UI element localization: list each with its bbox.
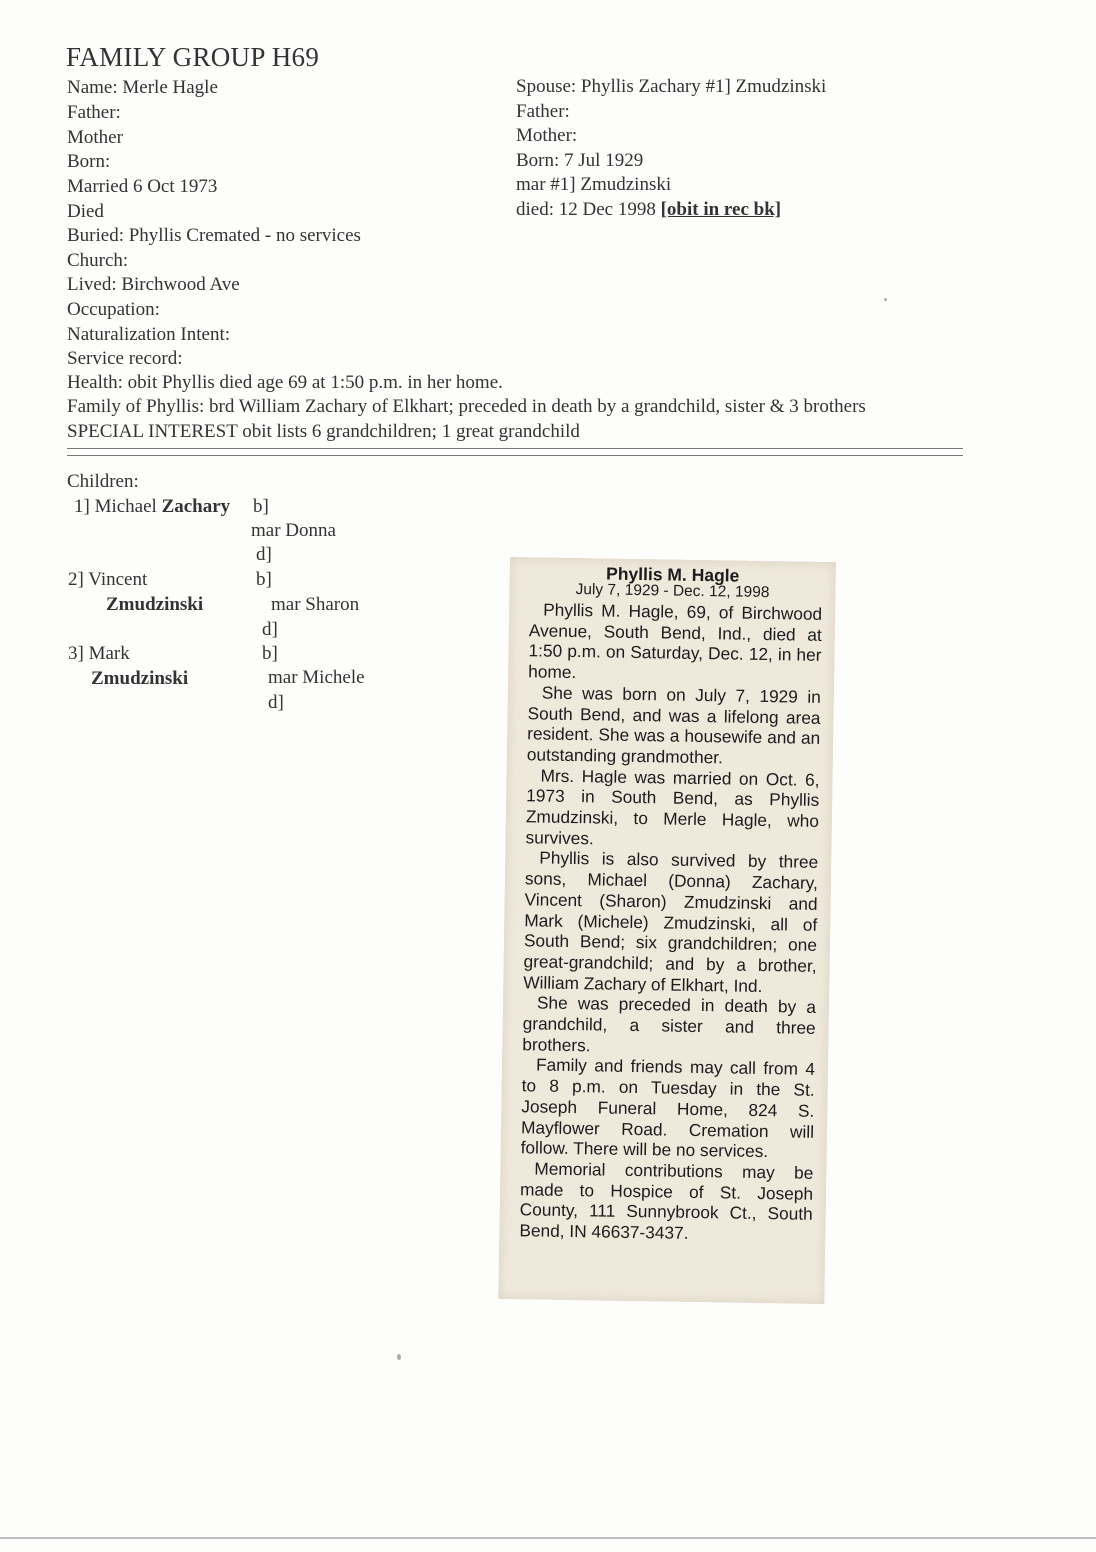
health-field: Health: obit Phyllis died age 69 at 1:50 p.m. in her home. bbox=[67, 372, 503, 393]
child-2-died: d] bbox=[262, 619, 278, 640]
child-3-married: mar Michele bbox=[268, 667, 365, 688]
spouse-mother-field: Mother: bbox=[516, 125, 578, 146]
lived-field: Lived: Birchwood Ave bbox=[67, 274, 240, 295]
children-label: Children: bbox=[67, 471, 139, 492]
spouse-field: Spouse: Phyllis Zachary #1] Zmudzinski bbox=[516, 76, 827, 97]
service-record-field: Service record: bbox=[67, 348, 183, 369]
page-edge bbox=[0, 1537, 1096, 1539]
obituary-paragraph: Phyllis M. Hagle, 69, of Birchwood Avenue, South Bend, Ind., died at 1:50 p.m. on Saturday, Dec. 12, in her home. bbox=[528, 599, 823, 683]
child-1-born: b] bbox=[253, 496, 269, 517]
occupation-field: Occupation: bbox=[67, 299, 160, 320]
spouse-born-field: Born: 7 Jul 1929 bbox=[516, 150, 644, 171]
obituary-paragraph: She was preceded in death by a grandchild, a sister and three brothers. bbox=[522, 992, 817, 1056]
family-of-field: Family of Phyllis: brd William Zachary of Elkhart; preceded in death by a grandchild, sister & 3 brothers bbox=[67, 396, 866, 417]
child-3-name: 3] Mark bbox=[68, 643, 130, 664]
scan-speck bbox=[397, 1354, 401, 1360]
page-title: FAMILY GROUP H69 bbox=[66, 42, 320, 72]
obituary-paragraph: Mrs. Hagle was married on Oct. 6, 1973 in South Bend, as Phyllis Zmudzinski, to Merle Hagle, who survives. bbox=[525, 765, 820, 849]
child-2-born: b] bbox=[256, 569, 272, 590]
child-3-born: b] bbox=[262, 643, 278, 664]
child-1-name: 1] Michael Zachary bbox=[74, 496, 231, 517]
spouse-father-field: Father: bbox=[516, 101, 570, 122]
died-field: Died bbox=[67, 201, 104, 222]
section-divider bbox=[67, 448, 963, 456]
name-field: Name: Merle Hagle bbox=[67, 77, 218, 98]
scan-speck bbox=[884, 298, 887, 301]
buried-field: Buried: Phyllis Cremated - no services bbox=[67, 225, 361, 246]
spouse-died-field bbox=[516, 199, 781, 221]
mother-field: Mother bbox=[67, 127, 123, 148]
child-1-married: mar Donna bbox=[251, 520, 336, 541]
child-2-name: 2] Vincent bbox=[68, 569, 148, 590]
child-1-surname: Zachary bbox=[161, 496, 231, 517]
spouse-died-text: died: 12 Dec 1998 bbox=[516, 199, 656, 220]
special-interest-field: SPECIAL INTEREST obit lists 6 grandchildren; 1 great grandchild bbox=[67, 421, 580, 442]
father-field: Father: bbox=[67, 102, 121, 123]
married-field: Married 6 Oct 1973 bbox=[67, 176, 218, 197]
obituary-paragraph: Family and friends may call from 4 to 8 p.m. on Tuesday in the St. Joseph Funeral Home, 824 S. Mayflower Road. Cremation will follow. There will be no services. bbox=[520, 1054, 816, 1162]
church-field: Church: bbox=[67, 250, 129, 271]
obituary-body bbox=[519, 599, 822, 1245]
obituary-paragraph: Phyllis is also survived by three sons, Michael (Donna) Zachary, Vincent (Sharon) Zmudzinski and Mark (Michele) Zmudzinski, all of South Bend; six grandchildren; one great-grandchild; and by a brother, William Zachary of Elkhart, Ind. bbox=[523, 847, 819, 996]
child-1-died: d] bbox=[256, 544, 272, 565]
spouse-mar-field: mar #1] Zmudzinski bbox=[516, 174, 672, 195]
child-2-married: mar Sharon bbox=[271, 594, 360, 615]
obituary-paragraph: She was born on July 7, 1929 in South Bend, and was a lifelong area resident. She was a housewife and an outstanding grandmother. bbox=[526, 682, 822, 768]
naturalization-field: Naturalization Intent: bbox=[67, 324, 231, 345]
child-3-surname: Zmudzinski bbox=[91, 668, 189, 689]
child-3-died: d] bbox=[268, 692, 284, 713]
obituary-clipping bbox=[498, 557, 836, 1304]
obituary-name: Phyllis M. Hagle bbox=[605, 563, 740, 586]
born-field: Born: bbox=[67, 151, 111, 172]
obituary-dates: July 7, 1929 - Dec. 12, 1998 bbox=[575, 581, 770, 602]
obit-reference-link[interactable]: [obit in rec bk] bbox=[660, 199, 782, 220]
obituary-paragraph: Memorial contributions may be made to Hospice of St. Joseph County, 111 Sunnybrook Ct., South Bend, IN 46637-3437. bbox=[519, 1158, 814, 1243]
child-2-surname: Zmudzinski bbox=[106, 594, 204, 615]
